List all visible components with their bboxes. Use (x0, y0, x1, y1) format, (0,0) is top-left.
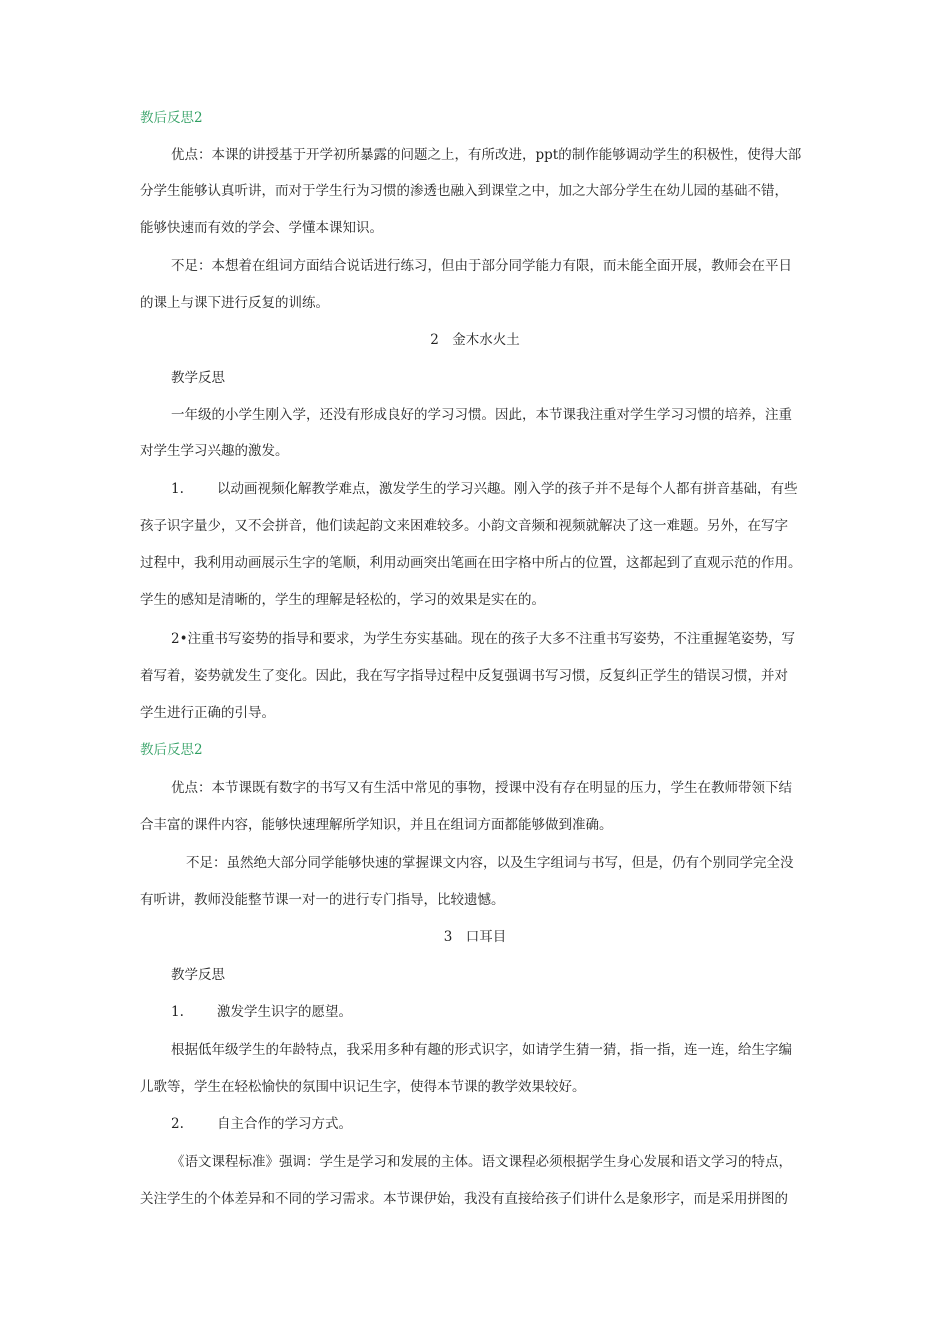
paragraph-line: 2•注重书写姿势的指导和要求，为学生夯实基础。现在的孩子大多不注重书写姿势，不注重握笔姿势，写 (171, 631, 796, 647)
paragraph-line: 以动画视频化解教学难点，激发学生的学习兴趣。刚入学的孩子并不是每个人都有拼音基础，有些 (217, 481, 798, 497)
paragraph-line: 孩子识字量少，又不会拼音，他们读起韵文来困难较多。小韵文音频和视频就解决了这一难题。另外，在写字 (140, 518, 788, 534)
section-heading: 教后反思2 (140, 742, 203, 758)
paragraph-line: 关注学生的个体差异和不同的学习需求。本节课伊始，我没有直接给孩子们讲什么是象形字，而是采用拼图的 (140, 1191, 788, 1207)
paragraph-line: 不足：虽然绝大部分同学能够快速的掌握课文内容，以及生字组词与书写，但是，仍有个别同学完全没 (186, 855, 794, 871)
list-item-text: 激发学生识字的愿望。 (217, 1004, 352, 1020)
subheading: 教学反思 (171, 967, 225, 983)
list-number: 1. (171, 1004, 184, 1020)
list-item-text: 自主合作的学习方式。 (217, 1116, 352, 1132)
paragraph-line: 一年级的小学生刚入学，还没有形成良好的学习习惯。因此，本节课我注重对学生学习习惯的培养，注重 (171, 407, 792, 423)
paragraph-line: 不足：本想着在组词方面结合说话进行练习，但由于部分同学能力有限，而未能全面开展，教师会在平日 (171, 258, 792, 274)
lesson-title: 3 口耳目 (443, 929, 507, 945)
paragraph-line: 学生的感知是清晰的，学生的理解是轻松的，学习的效果是实在的。 (140, 592, 545, 608)
list-number: 1. (171, 481, 184, 497)
paragraph-line: 根据低年级学生的年龄特点，我采用多种有趣的形式识字，如请学生猜一猜，指一指，连一连，给生字编 (171, 1042, 792, 1058)
paragraph-line: 分学生能够认真听讲，而对于学生行为习惯的渗透也融入到课堂之中，加之大部分学生在幼儿园的基础不错， (140, 183, 788, 199)
section-heading: 教后反思2 (140, 110, 203, 126)
paragraph-line: 过程中，我利用动画展示生字的笔顺，利用动画突出笔画在田字格中所占的位置，这都起到了直观示范的作用。 (140, 555, 802, 571)
paragraph-line: 的课上与课下进行反复的训练。 (140, 295, 329, 311)
list-number: 2. (171, 1116, 184, 1132)
paragraph-line: 学生进行正确的引导。 (140, 705, 275, 721)
lesson-title: 2 金木水火土 (430, 332, 520, 348)
paragraph-line: 对学生学习兴趣的激发。 (140, 443, 289, 459)
paragraph-line: 合丰富的课件内容，能够快速理解所学知识，并且在组词方面都能够做到准确。 (140, 817, 613, 833)
paragraph-line: 着写着，姿势就发生了变化。因此，我在写字指导过程中反复强调书写习惯，反复纠正学生的错误习惯，并对 (140, 668, 788, 684)
paragraph-line: 优点：本节课既有数字的书写又有生活中常见的事物，授课中没有存在明显的压力，学生在教师带领下结 (171, 780, 792, 796)
paragraph-line: 《语文课程标准》强调：学生是学习和发展的主体。语文课程必须根据学生身心发展和语文学习的特点， (171, 1154, 792, 1170)
paragraph-line: 儿歌等，学生在轻松愉快的氛围中识记生字，使得本节课的教学效果较好。 (140, 1079, 586, 1095)
paragraph-line: 优点：本课的讲授基于开学初所暴露的问题之上，有所改进，ppt的制作能够调动学生的积极性，使得大部 (171, 147, 802, 163)
paragraph-line: 有听讲，教师没能整节课一对一的进行专门指导，比较遗憾。 (140, 892, 505, 908)
paragraph-line: 能够快速而有效的学会、学懂本课知识。 (140, 220, 383, 236)
subheading: 教学反思 (171, 370, 225, 386)
